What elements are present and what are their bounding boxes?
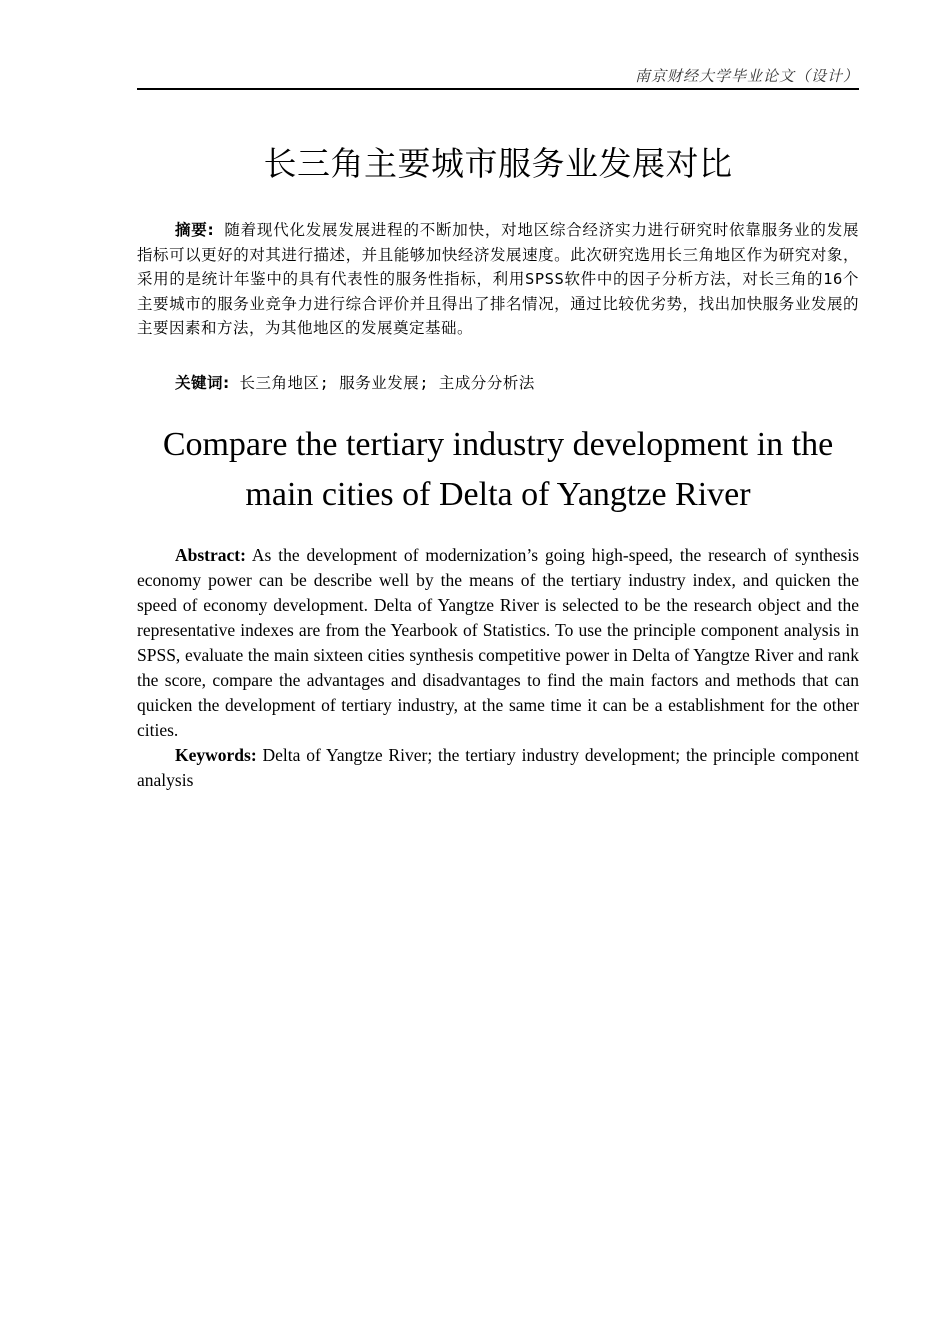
header-rule <box>137 88 859 90</box>
chinese-title: 长三角主要城市服务业发展对比 <box>263 144 733 183</box>
running-header: 南京财经大学毕业论文（设计） <box>634 67 859 85</box>
english-abstract-text: As the development of modernization’s going high-speed, the research of synthesis economy power can be describe well by the means of the tertiary industry index, and quicken the speed of economy development. Delta of Yangtze River is selected to be the research object and the representative indexes are from the Yearbook of Statistics. To use the principle component analysis in SPSS, evaluate the main sixteen cities synthesis competitive power in Delta of Yangtze River and rank the score, compare the advantages and disadvantages to find the main factors and methods that can quicken the development of tertiary industry, at the same time it can be a establishment for the other cities. <box>137 545 859 740</box>
chinese-keywords <box>137 371 859 395</box>
chinese-keywords-label: 关键词: <box>175 374 230 392</box>
chinese-abstract <box>137 218 859 341</box>
chinese-abstract-text: 随着现代化发展发展进程的不断加快，对地区综合经济实力进行研究时依靠服务业的发展指标可以更好的对其进行描述，并且能够加快经济发展速度。此次研究选用长三角地区作为研究对象，采用的是统计年鉴中的具有代表性的服务性指标，利用SPSS软件中的因子分析方法，对长三角的16个主要城市的服务业竞争力进行综合评价并且得出了排名情况，通过比较优劣势，找出加快服务业发展的主要因素和方法，为其他地区的发展奠定基础。 <box>137 221 859 337</box>
english-keywords-text: Delta of Yangtze River; the tertiary industry development; the principle component analysis <box>137 745 859 790</box>
english-keywords-label: Keywords: <box>175 745 257 765</box>
english-abstract-label: Abstract: <box>175 545 246 565</box>
chinese-abstract-label: 摘要: <box>175 221 215 239</box>
chinese-keywords-text: 长三角地区; 服务业发展; 主成分分析法 <box>229 374 535 392</box>
english-title: Compare the tertiary industry development in the main cities of Delta of Yangtze River <box>162 426 834 513</box>
english-keywords <box>137 743 859 793</box>
english-abstract <box>137 543 859 743</box>
